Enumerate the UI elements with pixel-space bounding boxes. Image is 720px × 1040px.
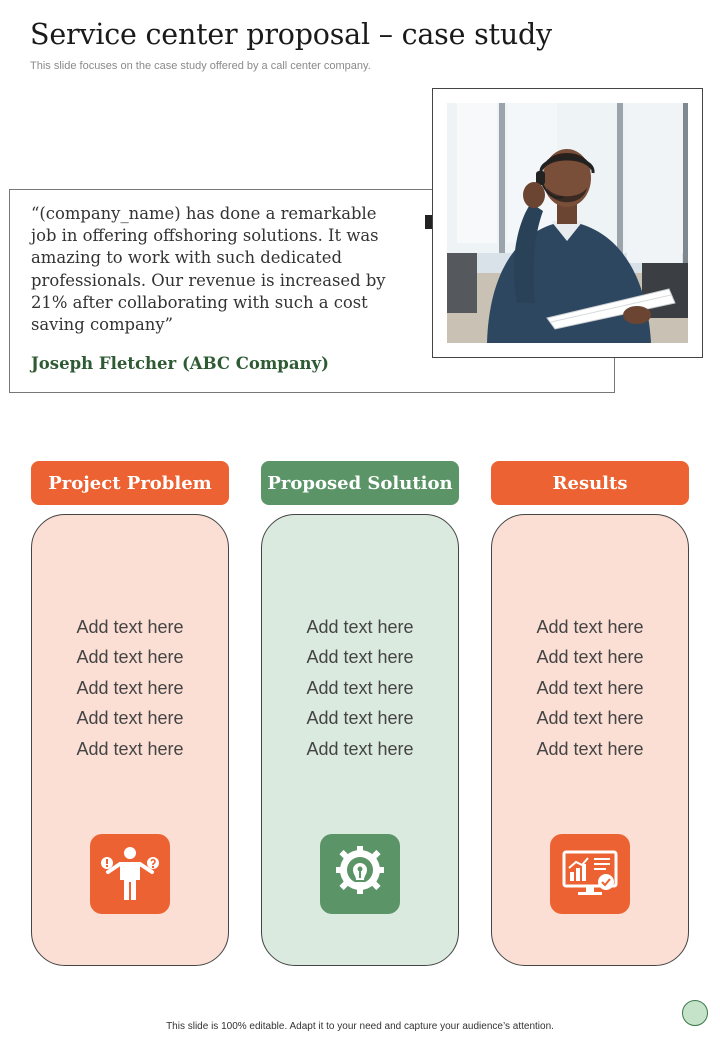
header-proposed-solution: Proposed Solution [261, 461, 459, 505]
placeholder-text: Add text here [536, 677, 644, 698]
confused-person-icon [90, 834, 170, 914]
lightbulb-gear-icon [320, 834, 400, 914]
header-results: Results [491, 461, 689, 505]
panel-proposed-solution [261, 514, 459, 966]
quote-line: amazing to work with such dedicated [31, 248, 342, 268]
placeholder-text: Add text here [306, 738, 414, 759]
placeholder-text: Add text here [306, 708, 414, 729]
panel-text-list [492, 612, 688, 764]
quote-line: 21% after collaborating with such a cost [31, 292, 368, 312]
placeholder-text: Add text here [306, 677, 414, 698]
placeholder-text: Add text here [306, 647, 414, 668]
panel-text-list [32, 612, 228, 764]
placeholder-text: Add text here [76, 708, 184, 729]
monitor-chart-icon [550, 834, 630, 914]
placeholder-text: Add text here [536, 708, 644, 729]
placeholder-text: Add text here [536, 647, 644, 668]
quote-line: job in offering offshoring solutions. It was [31, 226, 379, 246]
placeholder-text: Add text here [76, 738, 184, 759]
testimonial-quote [31, 203, 411, 336]
quote-line: professionals. Our revenue is increased by [31, 270, 386, 290]
testimonial-author: Joseph Fletcher (ABC Company) [31, 354, 329, 373]
corner-dot [682, 1000, 708, 1026]
photo-frame [432, 88, 703, 358]
header-project-problem: Project Problem [31, 461, 229, 505]
placeholder-text: Add text here [76, 617, 184, 637]
placeholder-text: Add text here [76, 677, 184, 698]
page-title: Service center proposal – case study [30, 18, 552, 51]
testimonial-photo [447, 103, 688, 343]
placeholder-text: Add text here [536, 738, 644, 759]
panel-text-list [262, 612, 458, 764]
placeholder-text: Add text here [536, 617, 644, 637]
panel-results [491, 514, 689, 966]
page-subtitle: This slide focuses on the case study offered by a call center company. [30, 60, 371, 72]
placeholder-text: Add text here [76, 647, 184, 668]
placeholder-text: Add text here [306, 617, 414, 637]
footer-note: This slide is 100% editable. Adapt it to your need and capture your audience’s attention. [166, 1021, 554, 1032]
quote-line: “(company_name) has done a remarkable [31, 204, 377, 223]
quote-line: saving company” [31, 315, 173, 335]
panel-project-problem [31, 514, 229, 966]
